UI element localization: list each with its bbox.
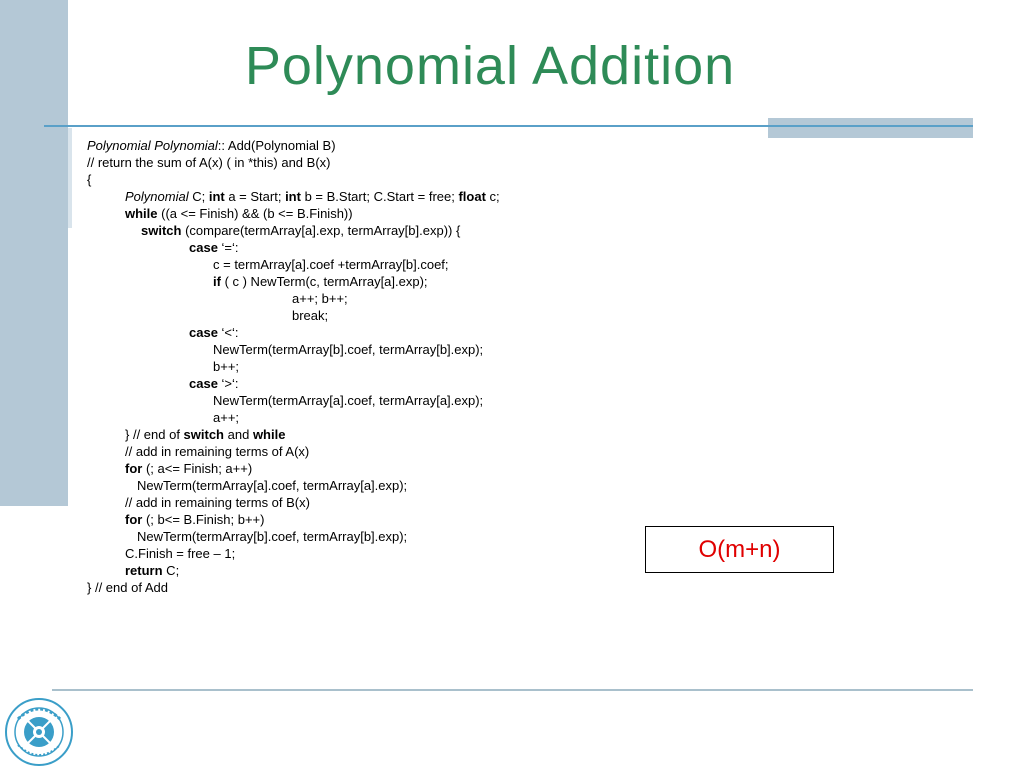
corner-block (768, 118, 973, 138)
code-line: } // end of Add (87, 580, 168, 595)
code-line: NewTerm(termArray[a].coef, termArray[a].exp); (137, 478, 408, 493)
code-line: for (; a<= Finish; a++) (125, 461, 253, 476)
code-line: // add in remaining terms of B(x) (125, 495, 310, 510)
code-listing (87, 137, 647, 596)
code-line: case ‘>‘: (189, 376, 239, 391)
bottom-rule (52, 689, 973, 691)
code-line: } // end of switch and while (125, 427, 286, 442)
slide-title: Polynomial Addition (244, 36, 736, 96)
university-seal-icon (4, 697, 74, 767)
code-line: a++; b++; (292, 291, 348, 306)
complexity-box (645, 526, 834, 573)
code-line: C.Finish = free – 1; (125, 546, 236, 561)
code-line: NewTerm(termArray[a].coef, termArray[a].exp); (213, 393, 484, 408)
top-rule (44, 125, 973, 127)
code-line: break; (292, 308, 329, 323)
code-line: NewTerm(termArray[b].coef, termArray[b].exp); (137, 529, 408, 544)
code-line: Polynomial Polynomial:: Add(Polynomial B) (87, 138, 336, 153)
code-line: NewTerm(termArray[b].coef, termArray[b].exp); (213, 342, 484, 357)
code-line: if ( c ) NewTerm(c, termArray[a].exp); (213, 274, 428, 289)
code-line: switch (compare(termArray[a].exp, termArray[b].exp)) { (141, 223, 461, 238)
code-line: { (87, 172, 92, 187)
code-line: case ‘=‘: (189, 240, 239, 255)
code-line: Polynomial C; int a = Start; int b = B.Start; C.Start = free; float c; (125, 189, 500, 204)
code-line: for (; b<= B.Finish; b++) (125, 512, 265, 527)
code-line: c = termArray[a].coef +termArray[b].coef; (213, 257, 449, 272)
code-line: // return the sum of A(x) ( in *this) and B(x) (87, 155, 331, 170)
side-bar (0, 0, 68, 506)
complexity-label: O(m+n) (698, 535, 781, 563)
code-line: case ‘<‘: (189, 325, 239, 340)
code-line: // add in remaining terms of A(x) (125, 444, 310, 459)
code-line: a++; (213, 410, 240, 425)
code-line: while ((a <= Finish) && (b <= B.Finish)) (125, 206, 353, 221)
code-line: b++; (213, 359, 240, 374)
code-line: return C; (125, 563, 180, 578)
side-accent (68, 128, 72, 228)
